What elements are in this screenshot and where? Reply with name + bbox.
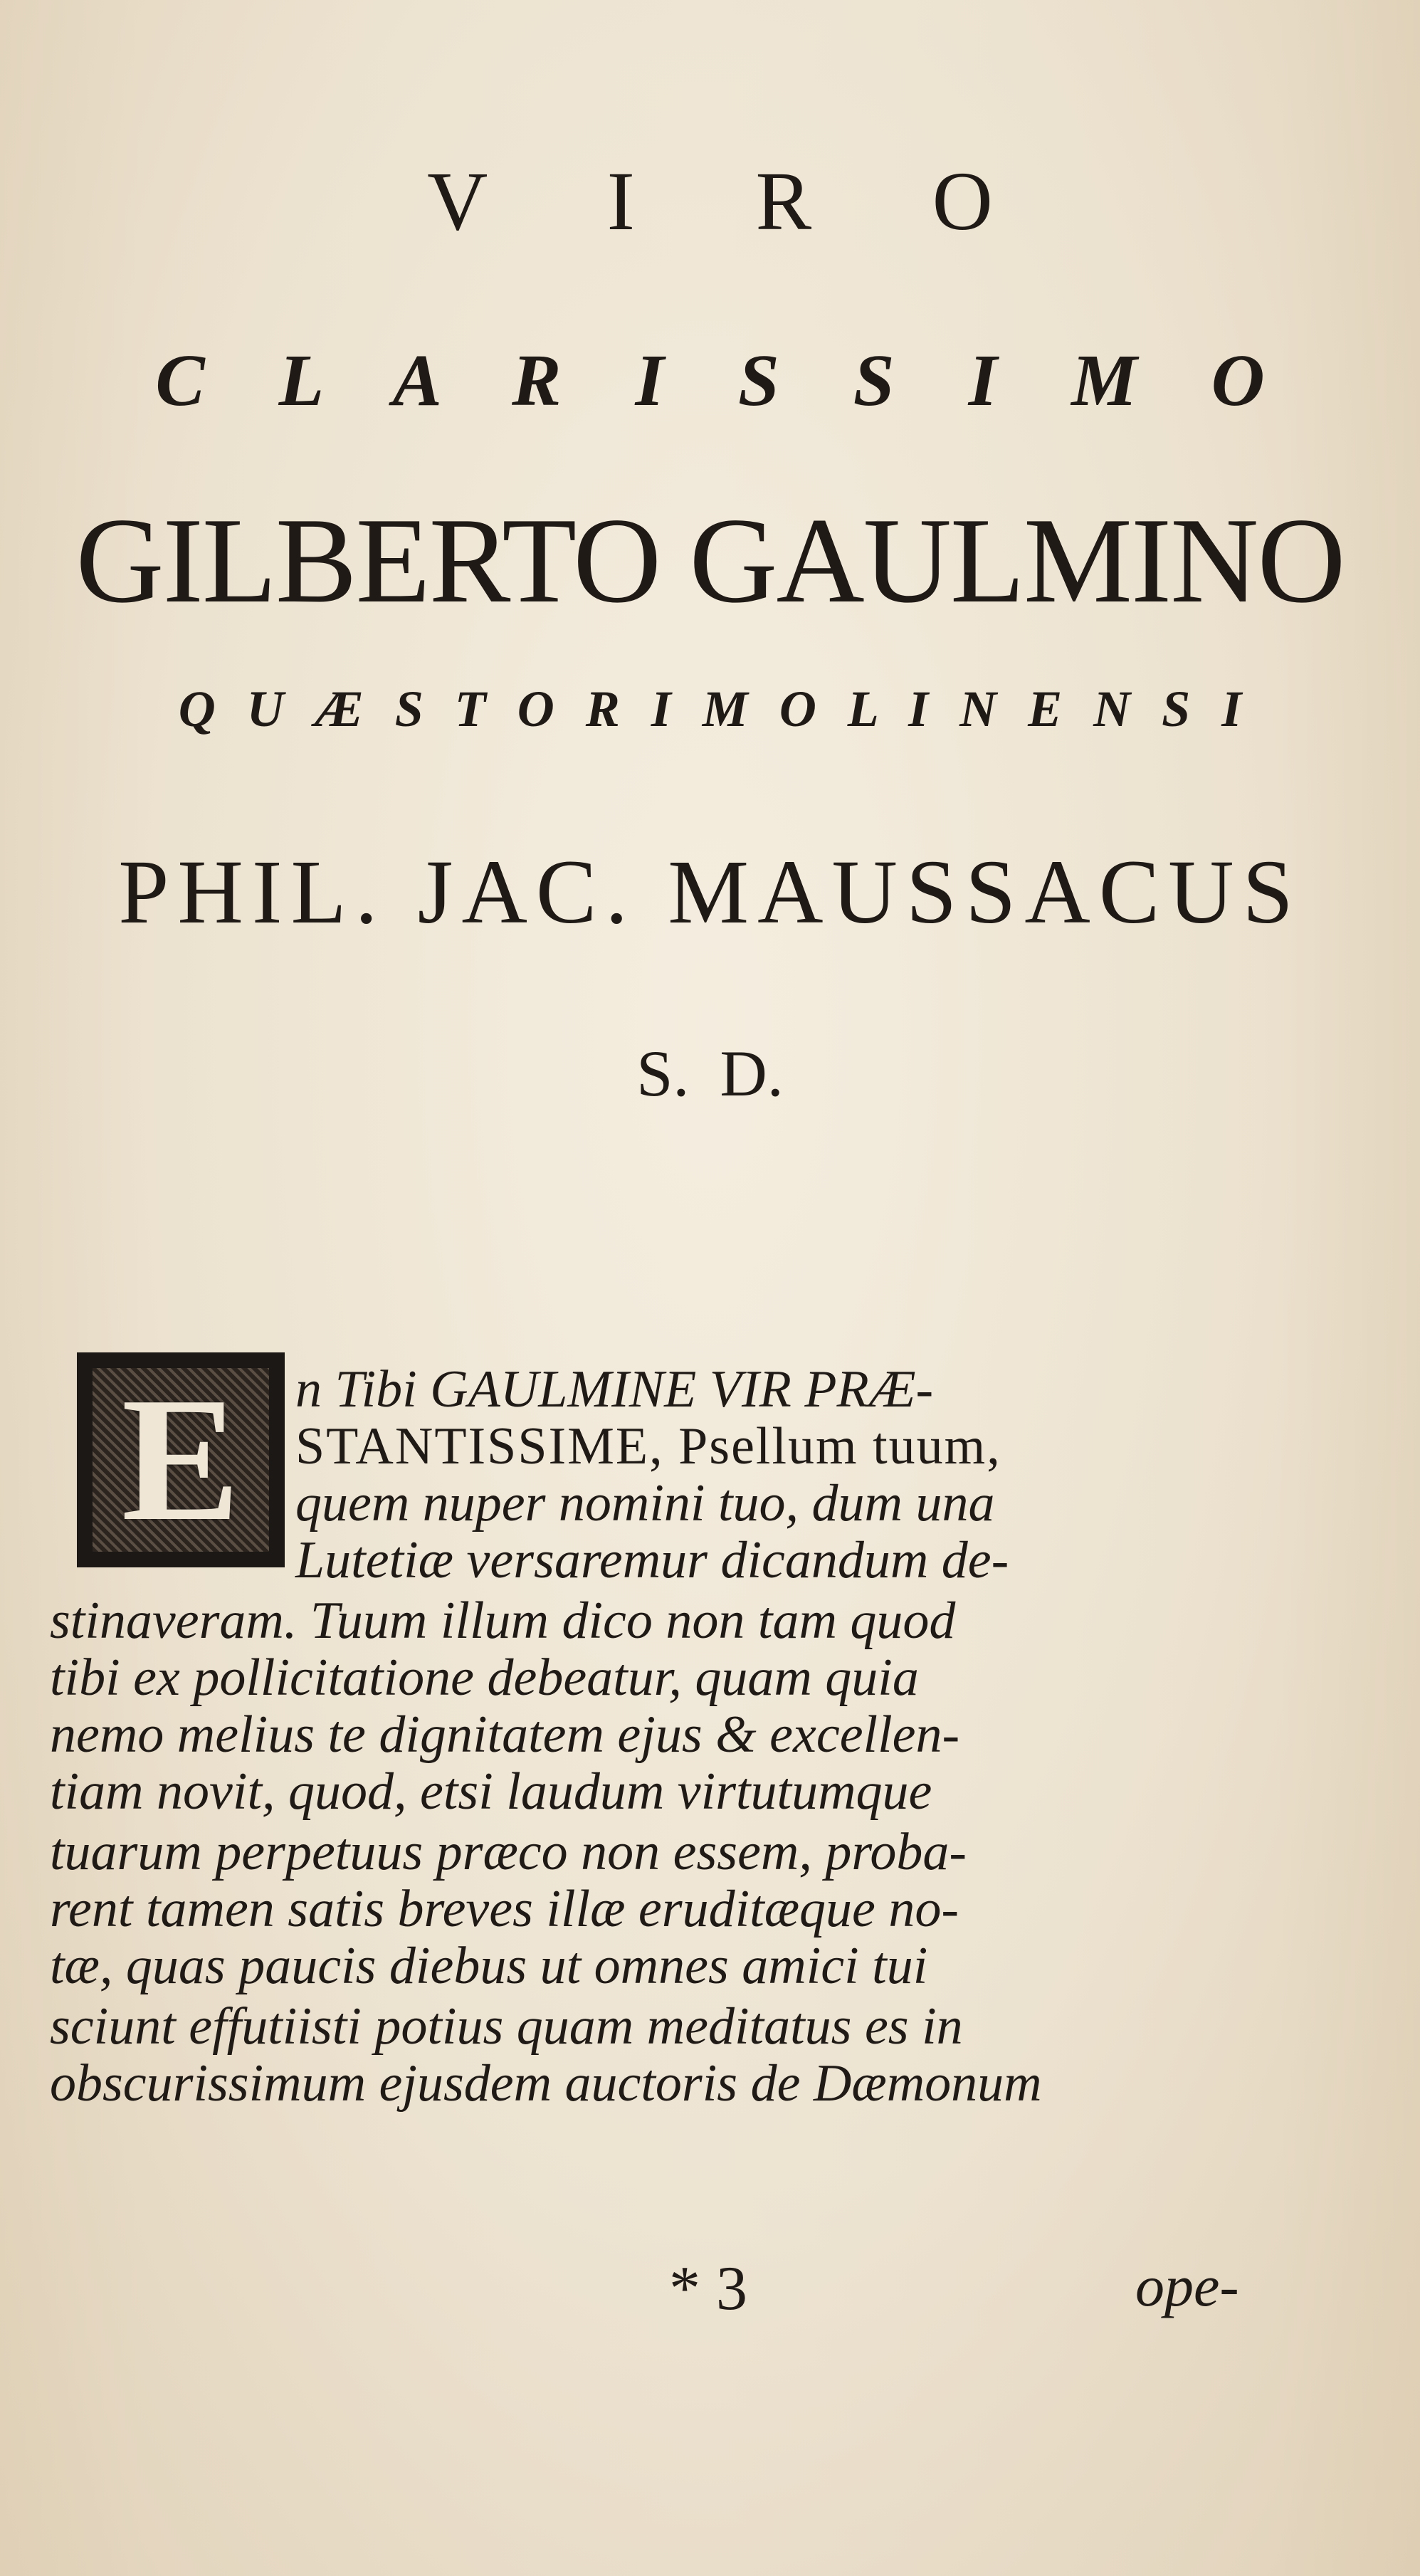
- catchword: ope-: [1135, 2254, 1239, 2318]
- heading-author-name: PHIL. JAC. MAUSSACUS: [118, 841, 1302, 942]
- text-line: tibi ex pollicitatione debeatur, quam quia: [50, 1649, 919, 1707]
- text-line: rent tamen satis breves illæ eruditæque no-: [50, 1880, 959, 1938]
- text-line: obscurissimum ejusdem auctoris de Dæmonum: [50, 2054, 1042, 2113]
- heading-salutem: S. D.: [636, 1037, 784, 1110]
- initial-letter: E: [121, 1361, 241, 1558]
- text-line: Lutetiæ versaremur dicandum de-: [295, 1531, 1009, 1589]
- heading-dedicatee-name: GILBERTO GAULMINO: [75, 493, 1345, 629]
- signature-mark: * 3: [669, 2254, 747, 2323]
- heading-office: Q U Æ S T O R I M O L I N E N S I: [178, 680, 1242, 737]
- text-line: STANTISSIME, Psellum tuum,: [295, 1417, 1001, 1476]
- text-line: sciunt effutiisti potius quam meditatus es in: [50, 1997, 963, 2056]
- text-line: nemo melius te dignitatem ejus & excellen-: [50, 1705, 960, 1764]
- heading-clarissimo: C L A R I S S I M O: [155, 340, 1265, 421]
- text-line: stinaveram. Tuum illum dico non tam quod: [50, 1592, 956, 1650]
- text-line: tiam novit, quod, etsi laudum virtutumque: [50, 1762, 932, 1821]
- text-line: tæ, quas paucis diebus ut omnes amici tui: [50, 1937, 928, 1995]
- initial-ornament: [93, 1361, 269, 1558]
- text-line: tuarum perpetuus præco non essem, proba-: [50, 1823, 967, 1881]
- decorated-initial: [77, 1352, 285, 1567]
- heading-viro: V I R O: [427, 154, 993, 248]
- text-line: quem nuper nomini tuo, dum una: [295, 1474, 995, 1533]
- text-line: n Tibi GAULMINE VIR PRÆ-: [295, 1360, 934, 1419]
